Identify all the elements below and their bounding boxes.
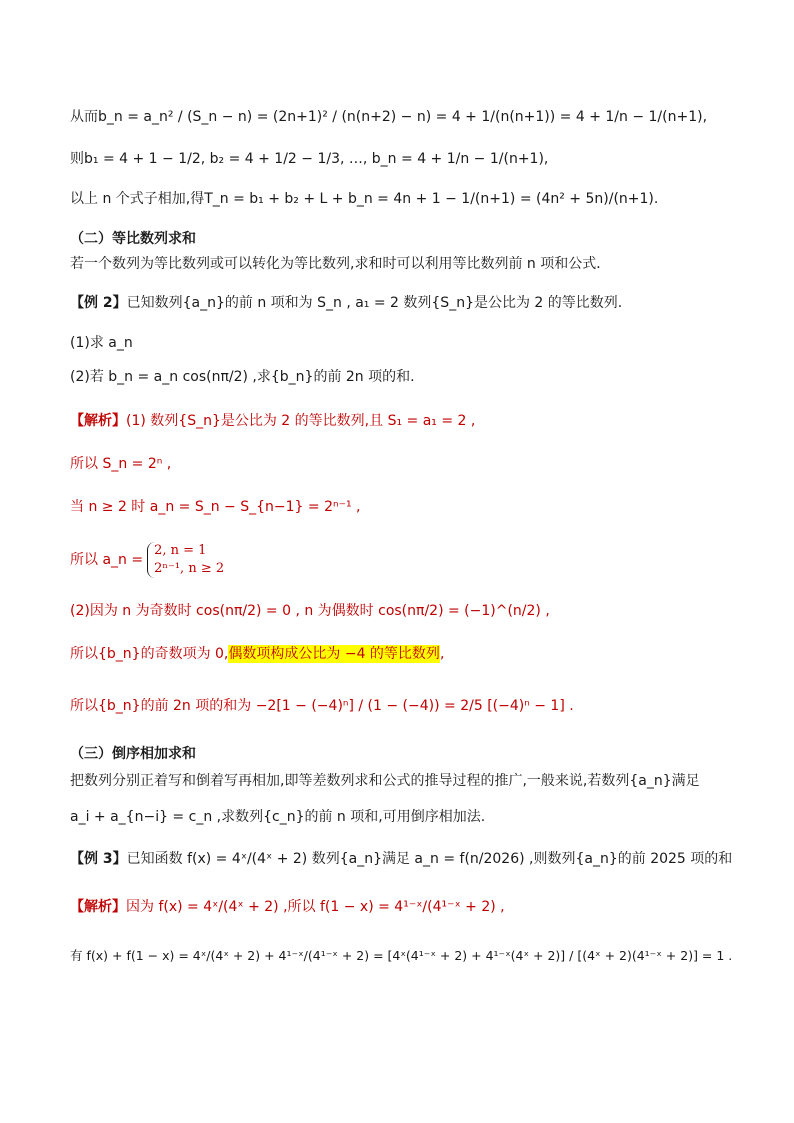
section-heading-2: （二）等比数列求和 [70,231,196,247]
example-3: 【例 3】 已知函数 f(x) = 4ˣ/(4ˣ + 2) 数列{a_n}满足 a_n = f(n/2026) ,则数列{a_n}的前 2025 项的和 [70,851,733,867]
paragraph-3a: 把数列分别正着写和倒着写再相加,即等差数列求和公式的推导过程的推广,一般来说,若数列{a_n}满足 [70,773,700,789]
line-tn-sum: 以上 n 个式子相加,得T_n = b₁ + b₂ + L + b_n = 4n + 1 − 1/(n+1) = (4n² + 5n)/(n+1). [70,191,659,207]
piecewise-cases: 2, n = 1 2ⁿ⁻¹, n ≥ 2 [147,542,224,578]
example-2-q2: (2)若 b_n = a_n cos(nπ/2) ,求{b_n}的前 2n 项的和. [70,369,415,385]
solution-2-step1: 【解析】 (1) 数列{S_n}是公比为 2 的等比数列,且 S₁ = a₁ = 2 , [70,413,476,429]
solution-2-step5: (2)因为 n 为奇数时 cos(nπ/2) = 0 , n 为偶数时 cos(nπ/2) = (−1)^(n/2) , [70,603,550,619]
solution-2-step6: 所以{b_n}的奇数项为 0, 偶数项构成公比为 −4 的等比数列 , [70,646,445,662]
solution-3-step2: 有 f(x) + f(1 − x) = 4ˣ/(4ˣ + 2) + 4¹⁻ˣ/(4¹⁻ˣ + 2) = [4ˣ(4¹⁻ˣ + 2) + 4¹⁻ˣ(4ˣ + 2)] / [(4ˣ + 2)(4¹⁻ˣ + 2)] = 1 . [70,948,733,963]
example-2: 【例 2】 已知数列{a_n}的前 n 项和为 S_n , a₁ = 2 数列{S_n}是公比为 2 的等比数列. [70,295,623,311]
paragraph-3b: a_i + a_{n−i} = c_n ,求数列{c_n}的前 n 项和,可用倒序相加法. [70,809,486,825]
solution-2-step4: 所以 a_n = 2, n = 1 2ⁿ⁻¹, n ≥ 2 [70,543,225,576]
solution-3-step1: 【解析】 因为 f(x) = 4ˣ/(4ˣ + 2) ,所以 f(1 − x) = 4¹⁻ˣ/(4¹⁻ˣ + 2) , [70,899,505,915]
section-heading-3: （三）倒序相加求和 [70,746,196,762]
solution-2-step2: 所以 S_n = 2ⁿ , [70,456,172,472]
solution-2-step3: 当 n ≥ 2 时 a_n = S_n − S_{n−1} = 2ⁿ⁻¹ , [70,499,361,515]
paragraph-2: 若一个数列为等比数列或可以转化为等比数列,求和时可以利用等比数列前 n 项和公式． [70,256,611,272]
line-bn-terms: 则b₁ = 4 + 1 − 1/2, b₂ = 4 + 1/2 − 1/3, …, b_n = 4 + 1/n − 1/(n+1), [70,151,549,167]
solution-2-step7: 所以{b_n}的前 2n 项的和为 −2[1 − (−4)ⁿ] / (1 − (−4)) = 2/5 [(−4)ⁿ − 1] . [70,698,574,714]
line-bn-derivation: 从而b_n = a_n² / (S_n − n) = (2n+1)² / (n(n+2) − n) = 4 + 1/(n(n+1)) = 4 + 1/n − 1/(n+1), [70,109,708,125]
example-2-q1: (1)求 a_n [70,335,133,351]
highlighted-text: 偶数项构成公比为 −4 的等比数列 [228,646,440,662]
